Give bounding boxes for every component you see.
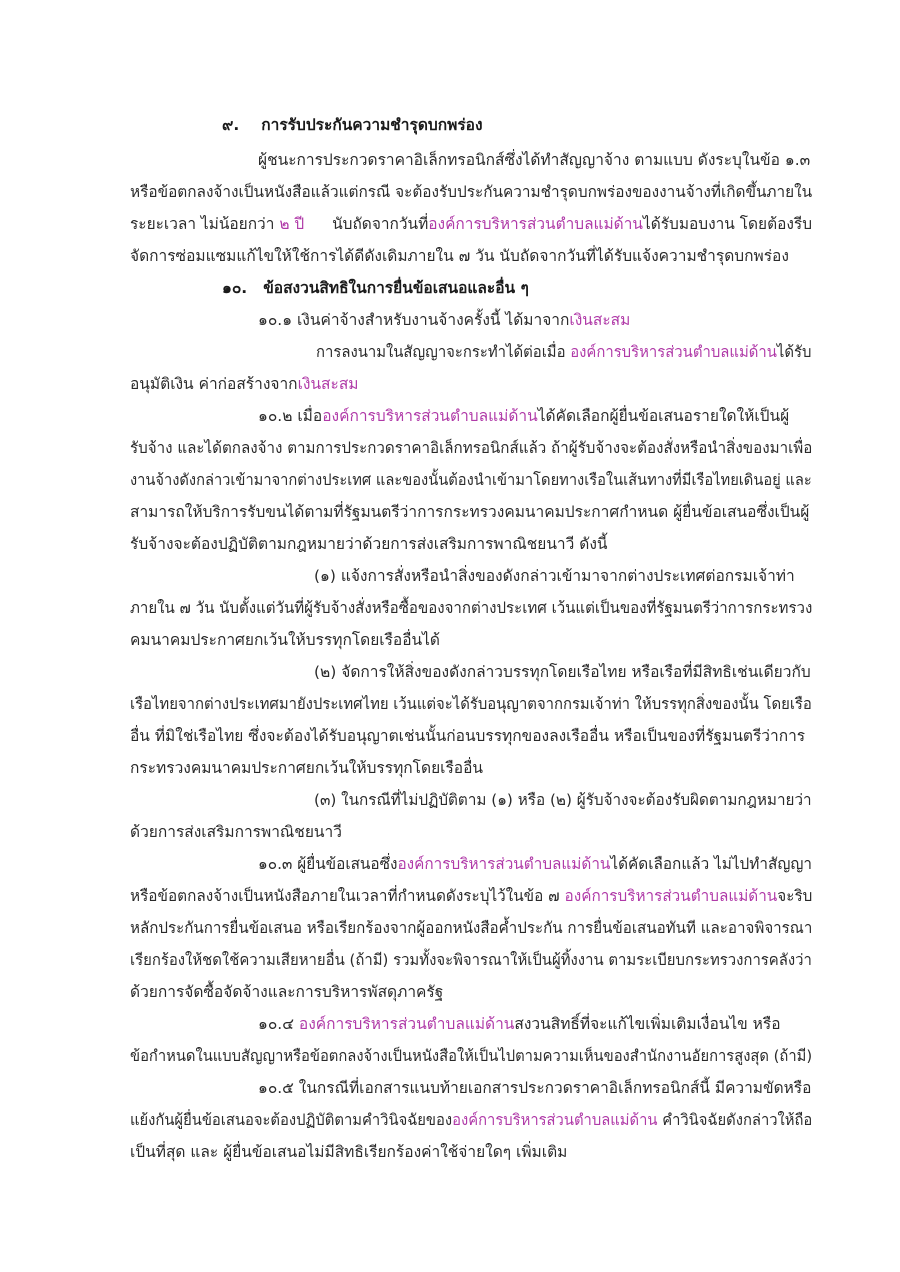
s10-1-line-3 bbox=[130, 374, 359, 394]
s9-line-3-text-a: ระยะเวลา ไม่น้อยกว่า bbox=[130, 215, 275, 233]
s10-2-item-1-line-1: (๑) แจ้งการสั่งหรือนำสิ่งของดังกล่าวเข้ามาจากต่างประเทศต่อกรมเจ้าท่า bbox=[314, 567, 795, 585]
s10-2-item-2-line-2: เรือไทยจากต่างประเทศมายังประเทศไทย เว้นแต่จะได้รับอนุญาตจากกรมเจ้าท่า ให้บรรทุกสิ่งของนั้น โดยเรือ bbox=[130, 695, 812, 713]
s10-1-line-2 bbox=[316, 342, 811, 362]
s10-2-org-name: องค์การบริหารส่วนตำบลแม่ด้าน bbox=[322, 407, 538, 425]
s10-2-line-4: สามารถให้บริการรับขนได้ตามที่รัฐมนตรีว่าการกระทรวงคมนาคมประกาศกำหนด ผู้ยื่นข้อเสนอซึ่งเป็นผู้ bbox=[130, 503, 810, 521]
s10-1-line-2-text-a: การลงนามในสัญญาจะกระทำได้ต่อเมื่อ bbox=[316, 343, 571, 361]
s10-4-line-2: ข้อกำหนดในแบบสัญญาหรือข้อตกลงจ้างเป็นหนังสือให้เป็นไปตามความเห็นของสำนักงานอัยการสูงสุด (ถ้ามี) bbox=[130, 1047, 813, 1065]
s10-4-org-name: องค์การบริหารส่วนตำบลแม่ด้าน bbox=[298, 1015, 515, 1033]
s10-5-line-1: ๑๐.๕ ในกรณีที่เอกสารแนบท้ายเอกสารประกวดราคาอิเล็กทรอนิกส์นี้ มีความขัดหรือ bbox=[258, 1079, 812, 1097]
s10-5-line-3: เป็นที่สุด และ ผู้ยื่นข้อเสนอไม่มีสิทธิเรียกร้องค่าใช้จ่ายใดๆ เพิ่มเติม bbox=[130, 1143, 568, 1161]
section-10-number: ๑๐. bbox=[222, 279, 248, 297]
section-10-heading bbox=[222, 278, 529, 298]
s10-3-line-2-text-c: จะริบ bbox=[777, 887, 813, 905]
s10-2-line-2: รับจ้าง และได้ตกลงจ้าง ตามการประกวดราคาอิเล็กทรอนิกส์แล้ว ถ้าผู้รับจ้างจะต้องสั่งหรือนำสิ่งของมาเพื่อ bbox=[130, 439, 813, 457]
s10-2-line-1 bbox=[258, 406, 789, 426]
s10-4-line-1-text-c: สงวนสิทธิ์ที่จะแก้ไขเพิ่มเติมเงื่อนไข หรือ bbox=[514, 1015, 781, 1033]
s10-1-line-2-text-c: ได้รับ bbox=[776, 343, 812, 361]
s10-4-line-1 bbox=[258, 1014, 781, 1034]
s10-3-line-3: หลักประกันการยื่นข้อเสนอ หรือเรียกร้องจากผู้ออกหนังสือค้ำประกัน การยื่นข้อเสนอทันที และอาจพิจารณา bbox=[130, 919, 813, 937]
s10-3-line-1-text-a: ๑๐.๓ ผู้ยื่นข้อเสนอซึ่ง bbox=[258, 855, 398, 873]
s10-3-org-name-2: องค์การบริหารส่วนตำบลแม่ด้าน bbox=[564, 887, 778, 905]
s10-5-line-2-text-c: คำวินิจฉัยดังกล่าวให้ถือ bbox=[657, 1111, 813, 1129]
s9-line-1: ผู้ชนะการประกวดราคาอิเล็กทรอนิกส์ซึ่งได้ทำสัญญาจ้าง ตามแบบ ดังระบุในข้อ ๑.๓ bbox=[258, 151, 811, 169]
s10-2-item-2-line-4: กระทรวงคมนาคมประกาศยกเว้นให้บรรทุกโดยเรืออื่น bbox=[130, 759, 483, 777]
s10-5-line-2-text-a: แย้งกันผู้ยื่นข้อเสนอจะต้องปฏิบัติตามคำวินิจฉัยของ bbox=[130, 1111, 453, 1129]
s10-3-line-1-text-c: ได้คัดเลือกแล้ว ไม่ไปทำสัญญา bbox=[610, 855, 813, 873]
section-9-title: การรับประกันความชำรุดบกพร่อง bbox=[261, 116, 483, 134]
s10-2-line-5: รับจ้างจะต้องปฏิบัติตามกฎหมายว่าด้วยการส่งเสริมการพาณิชยนาวี ดังนี้ bbox=[130, 535, 608, 553]
s10-3-line-4: เรียกร้องให้ชดใช้ความเสียหายอื่น (ถ้ามี) รวมทั้งจะพิจารณาให้เป็นผู้ทิ้งงาน ตามระเบียบกระทรวงการคลังว่า bbox=[130, 951, 812, 969]
s10-2-line-1-text-c: ได้คัดเลือกผู้ยื่นข้อเสนอรายใดให้เป็นผู้ bbox=[537, 407, 790, 425]
s10-1-line-1 bbox=[258, 310, 630, 330]
s10-3-org-name: องค์การบริหารส่วนตำบลแม่ด้าน bbox=[397, 855, 611, 873]
s9-line-3-text-c: นับถัดจากวันที่ bbox=[332, 215, 429, 233]
s10-4-line-1-text-a: ๑๐.๔ bbox=[258, 1015, 299, 1033]
s9-line-3-text-e: ได้รับมอบงาน โดยต้องรีบ bbox=[642, 215, 813, 233]
s10-2-item-1-line-2: ภายใน ๗ วัน นับตั้งแต่วันที่ผู้รับจ้างสั่งหรือซื้อของจากต่างประเทศ เว้นแต่เป็นของที่รัฐมนตรีว่าการกระทรวง bbox=[130, 599, 813, 617]
section-9-number: ๙. bbox=[222, 116, 240, 134]
s10-2-item-2-line-3: อื่น ที่มิใช่เรือไทย ซึ่งจะต้องได้รับอนุญาตเช่นนั้นก่อนบรรทุกของลงเรืออื่น หรือเป็นของที่รัฐมนตรีว่าการ bbox=[130, 727, 806, 745]
s10-5-org-name: องค์การบริหารส่วนตำบลแม่ด้าน bbox=[452, 1111, 658, 1129]
s10-1-fund-source: เงินสะสม bbox=[569, 311, 631, 329]
s10-3-line-2-text-a: หรือข้อตกลงจ้างเป็นหนังสือภายในเวลาที่กำหนดดังระบุไว้ในข้อ ๗ bbox=[130, 887, 565, 905]
s10-5-line-2 bbox=[130, 1110, 812, 1130]
s10-2-line-1-text-a: ๑๐.๒ เมื่อ bbox=[258, 407, 323, 425]
s10-2-item-3-line-2: ด้วยการส่งเสริมการพาณิชยนาวี bbox=[130, 823, 342, 841]
s10-2-item-3-line-1: (๓) ในกรณีที่ไม่ปฏิบัติตาม (๑) หรือ (๒) ผู้รับจ้างจะต้องรับผิดตามกฎหมายว่า bbox=[314, 791, 812, 809]
s10-2-line-3: งานจ้างดังกล่าวเข้ามาจากต่างประเทศ และของนั้นต้องนำเข้ามาโดยทางเรือในเส้นทางที่มีเรือไทยเดินอยู่ และ bbox=[130, 471, 812, 489]
s10-1-org-name: องค์การบริหารส่วนตำบลแม่ด้าน bbox=[570, 343, 777, 361]
s10-1-fund-source-2: เงินสะสม bbox=[297, 375, 359, 393]
s9-line-3 bbox=[130, 214, 812, 234]
s9-warranty-period: ๒ ปี bbox=[279, 215, 305, 233]
s10-2-item-2-line-1: (๒) จัดการให้สิ่งของดังกล่าวบรรทุกโดยเรือไทย หรือเรือที่มีสิทธิเช่นเดียวกับ bbox=[314, 663, 811, 681]
s9-line-2: หรือข้อตกลงจ้างเป็นหนังสือแล้วแต่กรณี จะต้องรับประกันความชำรุดบกพร่องของงานจ้างที่เกิดขึ้นภายใน bbox=[130, 183, 813, 201]
s10-3-line-5: ด้วยการจัดซื้อจัดจ้างและการบริหารพัสดุภาครัฐ bbox=[130, 983, 444, 1001]
section-9-heading bbox=[222, 115, 483, 135]
s9-org-name: องค์การบริหารส่วนตำบลแม่ด้าน bbox=[428, 215, 643, 233]
s10-1-text: ๑๐.๑ เงินค่าจ้างสำหรับงานจ้างครั้งนี้ ได้มาจาก bbox=[258, 311, 570, 329]
s10-3-line-1 bbox=[258, 854, 812, 874]
s9-line-4: จัดการซ่อมแซมแก้ไขให้ใช้การได้ดีดังเดิมภายใน ๗ วัน นับถัดจากวันที่ได้รับแจ้งความชำรุดบกพร่อง bbox=[130, 247, 789, 265]
section-10-title: ข้อสงวนสิทธิในการยื่นข้อเสนอและอื่น ๆ bbox=[263, 279, 529, 297]
s10-2-item-1-line-3: คมนาคมประกาศยกเว้นให้บรรทุกโดยเรืออื่นได้ bbox=[130, 631, 440, 649]
s10-3-line-2 bbox=[130, 886, 812, 906]
s10-1-line-3-text-a: อนุมัติเงิน ค่าก่อสร้างจาก bbox=[130, 375, 298, 393]
